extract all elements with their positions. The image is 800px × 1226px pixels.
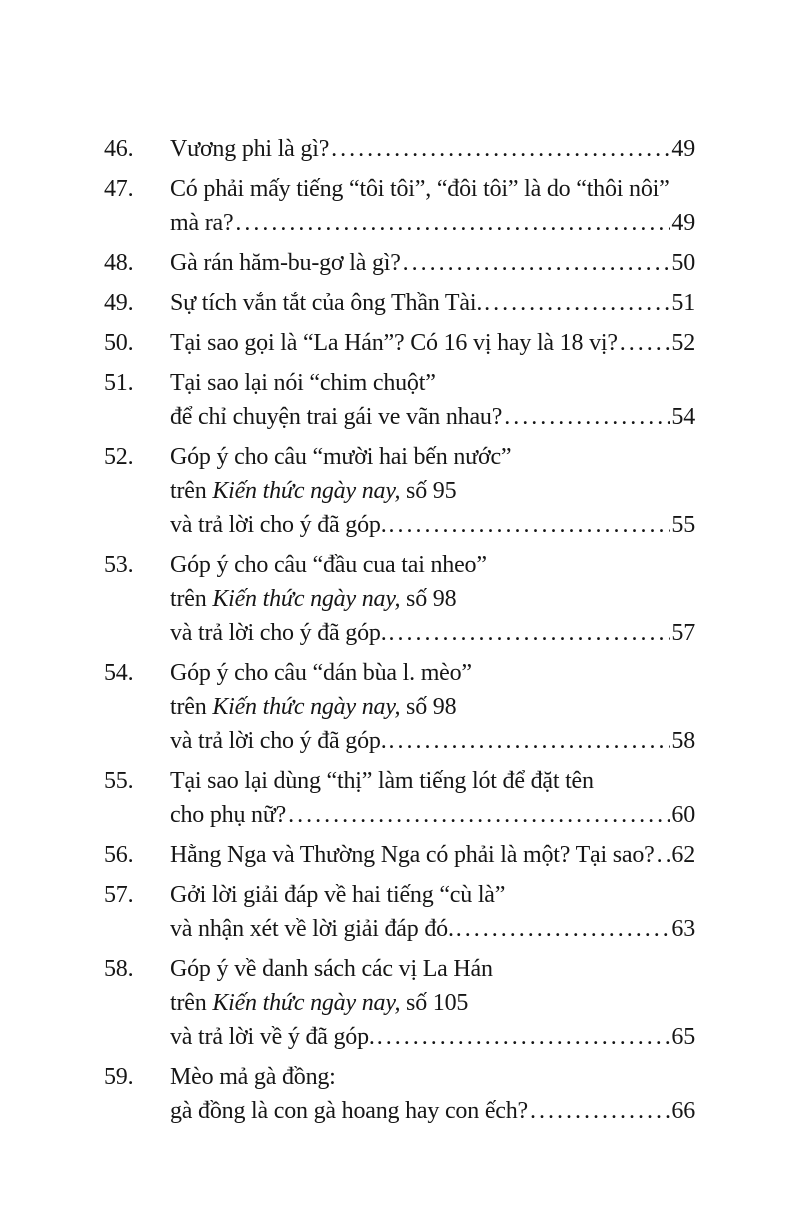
- entry-text-segment: và trả lời về ý đã góp.: [170, 1024, 375, 1050]
- toc-entry: [104, 366, 695, 434]
- entry-text: [170, 952, 493, 986]
- entry-body: [170, 656, 695, 758]
- entry-text: [170, 1094, 528, 1128]
- entry-number: 56.: [104, 842, 134, 868]
- entry-text-segment: trên: [170, 586, 213, 612]
- dot-leader: [484, 286, 670, 320]
- entry-line: [170, 440, 695, 474]
- entry-text: [170, 616, 387, 650]
- entry-line: [170, 582, 695, 616]
- entry-body: [170, 1060, 695, 1128]
- entry-body: [170, 286, 695, 320]
- page-number: 63: [671, 916, 695, 942]
- entry-line: [170, 724, 695, 758]
- entry-line: [170, 366, 695, 400]
- entry-line: [170, 878, 695, 912]
- toc-entry: [104, 764, 695, 832]
- entry-text: [170, 1060, 336, 1094]
- entry-text-segment: số 105: [400, 990, 469, 1016]
- page-number: 58: [671, 728, 695, 754]
- entry-body: [170, 366, 695, 434]
- entry-text-segment: Tại sao gọi là “La Hán”? Có 16 vị hay là 18 vị?: [170, 330, 618, 356]
- dot-leader: [389, 508, 671, 542]
- entry-text-segment: Có phải mấy tiếng “tôi tôi”, “đôi tôi” là do “thôi nôi”: [170, 176, 670, 202]
- entry-number: 59.: [104, 1064, 134, 1090]
- entry-text-segment: Gà rán hăm-bu-gơ là gì?: [170, 250, 401, 276]
- entry-line: [170, 1020, 695, 1054]
- entry-body: [170, 764, 695, 832]
- entry-text: [170, 986, 468, 1020]
- entry-text: [170, 326, 618, 360]
- entry-text-segment: số 98: [400, 694, 457, 720]
- entry-body: [170, 952, 695, 1054]
- toc-entry: [104, 656, 695, 758]
- entry-number: 49.: [104, 290, 134, 316]
- entry-line: [170, 986, 695, 1020]
- entry-body: [170, 440, 695, 542]
- entry-line: [170, 798, 695, 832]
- entry-line: [170, 400, 695, 434]
- entry-body: [170, 878, 695, 946]
- page-number: 57: [671, 620, 695, 646]
- entry-body: [170, 326, 695, 360]
- entry-number: 46.: [104, 136, 134, 162]
- dot-leader: [504, 400, 670, 434]
- toc-entry: [104, 440, 695, 542]
- toc-entry: [104, 878, 695, 946]
- entry-text: [170, 764, 594, 798]
- entry-text: [170, 206, 233, 240]
- entry-line: [170, 548, 695, 582]
- entry-text-segment: Tại sao lại dùng “thị” làm tiếng lót để đặt tên: [170, 768, 594, 794]
- entry-text-segment: để chỉ chuyện trai gái ve vãn nhau?: [170, 404, 503, 430]
- entry-text: [170, 246, 401, 280]
- toc-entry: [104, 952, 695, 1054]
- entry-text-italic: Kiến thức ngày nay,: [212, 586, 401, 612]
- dot-leader: [288, 798, 670, 832]
- toc-entry: [104, 548, 695, 650]
- entry-body: [170, 132, 695, 166]
- entry-line: [170, 690, 695, 724]
- entry-line: [170, 172, 695, 206]
- entry-line: [170, 764, 695, 798]
- entry-line: [170, 286, 695, 320]
- page-number: 60: [671, 802, 695, 828]
- toc-entry: [104, 326, 695, 360]
- entry-text-segment: và trả lời cho ý đã góp.: [170, 512, 387, 538]
- dot-leader: [620, 326, 671, 360]
- entry-line: [170, 132, 695, 166]
- entry-text-italic: Kiến thức ngày nay,: [212, 990, 401, 1016]
- entry-text-segment: Tại sao lại nói “chim chuột”: [170, 370, 436, 396]
- page-number: 50: [671, 250, 695, 276]
- entry-number: 48.: [104, 250, 134, 276]
- entry-text-segment: số 95: [400, 478, 457, 504]
- toc-entry: [104, 1060, 695, 1128]
- toc-entry: [104, 286, 695, 320]
- entry-number: 54.: [104, 660, 134, 686]
- entry-body: [170, 246, 695, 280]
- entry-text: [170, 172, 670, 206]
- entry-body: [170, 838, 695, 872]
- entry-number: 52.: [104, 444, 134, 470]
- entry-text: [170, 400, 502, 434]
- entry-text-segment: trên: [170, 694, 213, 720]
- page-number: 66: [671, 1098, 695, 1124]
- dot-leader: [657, 838, 671, 872]
- toc-entry: [104, 132, 695, 166]
- entry-line: [170, 952, 695, 986]
- entry-line: [170, 508, 695, 542]
- entry-text-segment: Góp ý cho câu “đầu cua tai nheo”: [170, 552, 487, 578]
- entry-line: [170, 206, 695, 240]
- entry-text: [170, 366, 436, 400]
- entry-line: [170, 474, 695, 508]
- toc-entry: [104, 246, 695, 280]
- entry-line: [170, 656, 695, 690]
- entry-text: [170, 838, 655, 872]
- entry-text-segment: Góp ý cho câu “mười hai bến nước”: [170, 444, 512, 470]
- entry-text: [170, 548, 487, 582]
- entry-number: 51.: [104, 370, 134, 396]
- entry-line: [170, 912, 695, 946]
- entry-text-segment: gà đồng là con gà hoang hay con ếch?: [170, 1098, 528, 1124]
- entry-text-segment: trên: [170, 990, 213, 1016]
- entry-text-segment: Góp ý về danh sách các vị La Hán: [170, 956, 493, 982]
- dot-leader: [530, 1094, 670, 1128]
- entry-line: [170, 616, 695, 650]
- dot-leader: [389, 724, 671, 758]
- page-number: 65: [671, 1024, 695, 1050]
- entry-number: 55.: [104, 768, 134, 794]
- page-number: 52: [671, 330, 695, 356]
- entry-text-italic: Kiến thức ngày nay,: [212, 694, 401, 720]
- page-number: 49: [671, 136, 695, 162]
- dot-leader: [389, 616, 671, 650]
- entry-line: [170, 326, 695, 360]
- entry-body: [170, 548, 695, 650]
- entry-line: [170, 1094, 695, 1128]
- entry-text-segment: cho phụ nữ?: [170, 802, 287, 828]
- dot-leader: [456, 912, 671, 946]
- entry-text: [170, 582, 456, 616]
- entry-text: [170, 474, 456, 508]
- dot-leader: [403, 246, 671, 280]
- entry-text-segment: mà ra?: [170, 210, 234, 236]
- entry-text: [170, 724, 387, 758]
- page-number: 51: [671, 290, 695, 316]
- entry-text-segment: Vương phi là gì?: [170, 136, 330, 162]
- entry-text: [170, 878, 505, 912]
- entry-text-segment: trên: [170, 478, 213, 504]
- entry-text-italic: Kiến thức ngày nay,: [212, 478, 401, 504]
- page-number: 54: [671, 404, 695, 430]
- entry-text-segment: Mèo mả gà đồng:: [170, 1064, 336, 1090]
- entry-text-segment: và trả lời cho ý đã góp.: [170, 620, 387, 646]
- entry-text-segment: Góp ý cho câu “dán bùa l. mèo”: [170, 660, 472, 686]
- page-number: 55: [671, 512, 695, 538]
- entry-text-segment: Gởi lời giải đáp về hai tiếng “cù là”: [170, 882, 506, 908]
- dot-leader: [235, 206, 670, 240]
- entry-text-segment: số 98: [400, 586, 457, 612]
- entry-text: [170, 440, 511, 474]
- entry-text: [170, 286, 482, 320]
- entry-text-segment: Sự tích vắn tắt của ông Thần Tài.: [170, 290, 483, 316]
- entry-text-segment: Hằng Nga và Thường Nga có phải là một? Tại sao?: [170, 842, 655, 868]
- entry-line: [170, 838, 695, 872]
- entry-text: [170, 912, 454, 946]
- entry-body: [170, 172, 695, 240]
- entry-number: 50.: [104, 330, 134, 356]
- entry-text: [170, 132, 329, 166]
- entry-text: [170, 690, 456, 724]
- toc-entry: [104, 838, 695, 872]
- entry-text-segment: và nhận xét về lời giải đáp đó.: [170, 916, 454, 942]
- dot-leader: [331, 132, 670, 166]
- entry-text: [170, 798, 286, 832]
- entry-text-segment: và trả lời cho ý đã góp.: [170, 728, 387, 754]
- toc-entry: [104, 172, 695, 240]
- entry-text: [170, 656, 472, 690]
- page-number: 62: [671, 842, 695, 868]
- entry-number: 57.: [104, 882, 134, 908]
- page-number: 49: [671, 210, 695, 236]
- toc-list: [104, 132, 695, 1128]
- entry-text: [170, 1020, 375, 1054]
- entry-number: 53.: [104, 552, 134, 578]
- entry-number: 58.: [104, 956, 134, 982]
- entry-line: [170, 246, 695, 280]
- dot-leader: [377, 1020, 671, 1054]
- entry-text: [170, 508, 387, 542]
- entry-number: 47.: [104, 176, 134, 202]
- entry-line: [170, 1060, 695, 1094]
